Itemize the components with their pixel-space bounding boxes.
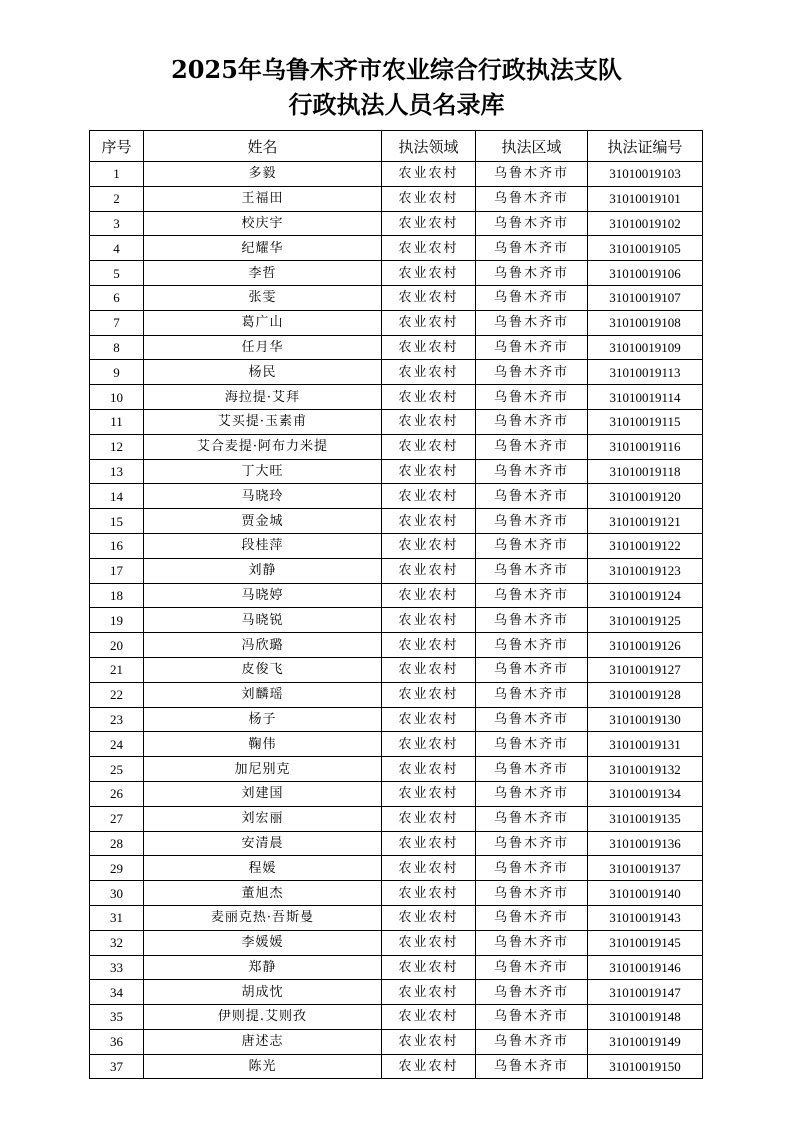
page-subtitle: 行政执法人员名录库 [288,90,505,119]
cell-certificate-number: 31010019102 [588,211,703,236]
cell-enforcement-field: 农业农村 [382,757,476,782]
cell-enforcement-area: 乌鲁木齐市 [476,385,588,410]
cell-enforcement-field: 农业农村 [382,682,476,707]
cell-name: 艾买提·玉素甫 [144,409,382,434]
cell-serial-number: 19 [90,608,144,633]
cell-enforcement-field: 农业农村 [382,1005,476,1030]
cell-certificate-number: 31010019140 [588,881,703,906]
cell-certificate-number: 31010019114 [588,385,703,410]
table-row [90,310,703,335]
cell-name: 唐述志 [144,1029,382,1054]
cell-enforcement-area: 乌鲁木齐市 [476,905,588,930]
cell-certificate-number: 31010019118 [588,459,703,484]
cell-name: 王福田 [144,186,382,211]
cell-enforcement-field: 农业农村 [382,1054,476,1079]
cell-enforcement-field: 农业农村 [382,1029,476,1054]
table-row [90,360,703,385]
cell-enforcement-area: 乌鲁木齐市 [476,757,588,782]
cell-serial-number: 37 [90,1054,144,1079]
cell-enforcement-area: 乌鲁木齐市 [476,732,588,757]
cell-enforcement-field: 农业农村 [382,881,476,906]
cell-name: 陈光 [144,1054,382,1079]
cell-serial-number: 14 [90,484,144,509]
cell-serial-number: 30 [90,881,144,906]
cell-enforcement-area: 乌鲁木齐市 [476,856,588,881]
cell-serial-number: 22 [90,682,144,707]
cell-serial-number: 27 [90,806,144,831]
cell-enforcement-area: 乌鲁木齐市 [476,1005,588,1030]
cell-serial-number: 3 [90,211,144,236]
cell-enforcement-area: 乌鲁木齐市 [476,261,588,286]
table-row [90,285,703,310]
cell-serial-number: 1 [90,162,144,187]
column-header-enforcement-field: 执法领域 [382,131,476,162]
cell-name: 皮俊飞 [144,657,382,682]
page-title: 2025年乌鲁木齐市农业综合行政执法支队 [171,55,622,84]
table-row [90,657,703,682]
cell-certificate-number: 31010019131 [588,732,703,757]
cell-serial-number: 18 [90,583,144,608]
cell-enforcement-field: 农业农村 [382,955,476,980]
cell-certificate-number: 31010019121 [588,509,703,534]
cell-name: 胡成忱 [144,980,382,1005]
cell-enforcement-field: 农业农村 [382,856,476,881]
cell-enforcement-area: 乌鲁木齐市 [476,583,588,608]
cell-certificate-number: 31010019108 [588,310,703,335]
table-header-row [90,131,703,162]
table-row [90,162,703,187]
cell-certificate-number: 31010019136 [588,831,703,856]
table-row [90,856,703,881]
cell-name: 程媛 [144,856,382,881]
cell-name: 鞠伟 [144,732,382,757]
cell-enforcement-field: 农业农村 [382,310,476,335]
cell-name: 纪耀华 [144,236,382,261]
cell-enforcement-area: 乌鲁木齐市 [476,633,588,658]
table-row [90,682,703,707]
cell-name: 段桂萍 [144,533,382,558]
cell-name: 杨子 [144,707,382,732]
cell-enforcement-area: 乌鲁木齐市 [476,682,588,707]
cell-enforcement-area: 乌鲁木齐市 [476,608,588,633]
table-row [90,509,703,534]
cell-enforcement-area: 乌鲁木齐市 [476,558,588,583]
cell-enforcement-field: 农业农村 [382,707,476,732]
cell-serial-number: 31 [90,905,144,930]
column-header-name: 姓名 [144,131,382,162]
cell-enforcement-area: 乌鲁木齐市 [476,409,588,434]
cell-name: 马晓玲 [144,484,382,509]
cell-enforcement-area: 乌鲁木齐市 [476,806,588,831]
cell-enforcement-area: 乌鲁木齐市 [476,831,588,856]
cell-enforcement-field: 农业农村 [382,360,476,385]
cell-enforcement-area: 乌鲁木齐市 [476,459,588,484]
cell-certificate-number: 31010019124 [588,583,703,608]
cell-name: 葛广山 [144,310,382,335]
table-row [90,459,703,484]
cell-enforcement-area: 乌鲁木齐市 [476,509,588,534]
cell-certificate-number: 31010019146 [588,955,703,980]
table-row [90,1054,703,1079]
cell-certificate-number: 31010019105 [588,236,703,261]
cell-enforcement-field: 农业农村 [382,930,476,955]
cell-enforcement-field: 农业农村 [382,385,476,410]
cell-certificate-number: 31010019106 [588,261,703,286]
cell-serial-number: 32 [90,930,144,955]
cell-certificate-number: 31010019126 [588,633,703,658]
cell-certificate-number: 31010019150 [588,1054,703,1079]
cell-name: 任月华 [144,335,382,360]
cell-name: 冯欣璐 [144,633,382,658]
cell-serial-number: 33 [90,955,144,980]
cell-enforcement-field: 农业农村 [382,186,476,211]
cell-enforcement-field: 农业农村 [382,732,476,757]
table-row [90,905,703,930]
cell-certificate-number: 31010019120 [588,484,703,509]
cell-enforcement-area: 乌鲁木齐市 [476,310,588,335]
cell-serial-number: 9 [90,360,144,385]
table-row [90,930,703,955]
cell-enforcement-field: 农业农村 [382,261,476,286]
cell-certificate-number: 31010019147 [588,980,703,1005]
cell-enforcement-area: 乌鲁木齐市 [476,707,588,732]
cell-serial-number: 23 [90,707,144,732]
cell-enforcement-field: 农业农村 [382,434,476,459]
cell-certificate-number: 31010019125 [588,608,703,633]
cell-serial-number: 29 [90,856,144,881]
cell-enforcement-field: 农业农村 [382,781,476,806]
cell-serial-number: 4 [90,236,144,261]
cell-enforcement-area: 乌鲁木齐市 [476,1054,588,1079]
cell-enforcement-area: 乌鲁木齐市 [476,781,588,806]
cell-enforcement-area: 乌鲁木齐市 [476,930,588,955]
cell-certificate-number: 31010019135 [588,806,703,831]
cell-certificate-number: 31010019132 [588,757,703,782]
cell-certificate-number: 31010019149 [588,1029,703,1054]
column-header-enforcement-area: 执法区域 [476,131,588,162]
cell-name: 刘宏丽 [144,806,382,831]
cell-serial-number: 26 [90,781,144,806]
personnel-table [89,130,703,1079]
cell-serial-number: 17 [90,558,144,583]
table-row [90,1005,703,1030]
cell-serial-number: 5 [90,261,144,286]
table-row [90,409,703,434]
cell-name: 海拉提·艾拜 [144,385,382,410]
cell-certificate-number: 31010019103 [588,162,703,187]
cell-serial-number: 7 [90,310,144,335]
cell-enforcement-field: 农业农村 [382,608,476,633]
cell-serial-number: 15 [90,509,144,534]
cell-serial-number: 25 [90,757,144,782]
cell-certificate-number: 31010019107 [588,285,703,310]
cell-enforcement-field: 农业农村 [382,236,476,261]
cell-certificate-number: 31010019123 [588,558,703,583]
cell-name: 李媛媛 [144,930,382,955]
cell-enforcement-field: 农业农村 [382,980,476,1005]
cell-name: 李哲 [144,261,382,286]
cell-name: 校庆宇 [144,211,382,236]
cell-enforcement-field: 农业农村 [382,806,476,831]
cell-enforcement-area: 乌鲁木齐市 [476,1029,588,1054]
cell-enforcement-area: 乌鲁木齐市 [476,980,588,1005]
cell-enforcement-field: 农业农村 [382,211,476,236]
cell-name: 伊则提.艾则孜 [144,1005,382,1030]
table-row [90,211,703,236]
cell-enforcement-area: 乌鲁木齐市 [476,484,588,509]
cell-enforcement-area: 乌鲁木齐市 [476,657,588,682]
table-body [90,162,703,1079]
cell-certificate-number: 31010019122 [588,533,703,558]
cell-enforcement-area: 乌鲁木齐市 [476,881,588,906]
cell-serial-number: 34 [90,980,144,1005]
cell-enforcement-field: 农业农村 [382,558,476,583]
table-row [90,533,703,558]
cell-name: 艾合麦提·阿布力米提 [144,434,382,459]
cell-enforcement-field: 农业农村 [382,335,476,360]
table-row [90,732,703,757]
cell-certificate-number: 31010019113 [588,360,703,385]
table-row [90,633,703,658]
cell-certificate-number: 31010019143 [588,905,703,930]
cell-certificate-number: 31010019134 [588,781,703,806]
cell-certificate-number: 31010019101 [588,186,703,211]
table-row [90,955,703,980]
table-row [90,385,703,410]
cell-serial-number: 13 [90,459,144,484]
cell-serial-number: 16 [90,533,144,558]
cell-name: 马晓婷 [144,583,382,608]
cell-certificate-number: 31010019128 [588,682,703,707]
cell-certificate-number: 31010019116 [588,434,703,459]
cell-serial-number: 35 [90,1005,144,1030]
cell-name: 郑静 [144,955,382,980]
table-row [90,583,703,608]
cell-serial-number: 6 [90,285,144,310]
cell-enforcement-area: 乌鲁木齐市 [476,186,588,211]
cell-enforcement-area: 乌鲁木齐市 [476,434,588,459]
cell-enforcement-field: 农业农村 [382,831,476,856]
cell-name: 董旭杰 [144,881,382,906]
cell-name: 刘麟瑶 [144,682,382,707]
cell-serial-number: 10 [90,385,144,410]
cell-certificate-number: 31010019148 [588,1005,703,1030]
table-row [90,1029,703,1054]
table-row [90,558,703,583]
cell-serial-number: 36 [90,1029,144,1054]
table-row [90,781,703,806]
cell-name: 多毅 [144,162,382,187]
table-row [90,806,703,831]
table-row [90,484,703,509]
cell-serial-number: 12 [90,434,144,459]
cell-name: 杨民 [144,360,382,385]
cell-name: 张雯 [144,285,382,310]
table-row [90,186,703,211]
cell-certificate-number: 31010019127 [588,657,703,682]
column-header-serial-number: 序号 [90,131,144,162]
cell-serial-number: 20 [90,633,144,658]
cell-enforcement-area: 乌鲁木齐市 [476,360,588,385]
cell-enforcement-field: 农业农村 [382,583,476,608]
cell-enforcement-field: 农业农村 [382,633,476,658]
cell-name: 马晓锐 [144,608,382,633]
cell-enforcement-area: 乌鲁木齐市 [476,285,588,310]
table-row [90,236,703,261]
cell-enforcement-field: 农业农村 [382,657,476,682]
table-row [90,608,703,633]
cell-enforcement-field: 农业农村 [382,285,476,310]
cell-enforcement-field: 农业农村 [382,509,476,534]
cell-name: 贾金城 [144,509,382,534]
cell-enforcement-field: 农业农村 [382,162,476,187]
cell-enforcement-field: 农业农村 [382,905,476,930]
cell-certificate-number: 31010019130 [588,707,703,732]
cell-enforcement-area: 乌鲁木齐市 [476,162,588,187]
cell-enforcement-field: 农业农村 [382,484,476,509]
cell-enforcement-field: 农业农村 [382,459,476,484]
cell-enforcement-area: 乌鲁木齐市 [476,335,588,360]
cell-certificate-number: 31010019145 [588,930,703,955]
table-row [90,434,703,459]
table-row [90,335,703,360]
cell-serial-number: 24 [90,732,144,757]
cell-name: 麦丽克热·吾斯曼 [144,905,382,930]
cell-serial-number: 8 [90,335,144,360]
cell-enforcement-area: 乌鲁木齐市 [476,211,588,236]
table-row [90,881,703,906]
cell-enforcement-field: 农业农村 [382,409,476,434]
cell-enforcement-area: 乌鲁木齐市 [476,955,588,980]
table-row [90,757,703,782]
cell-serial-number: 21 [90,657,144,682]
cell-enforcement-area: 乌鲁木齐市 [476,236,588,261]
column-header-certificate-number: 执法证编号 [588,131,703,162]
cell-serial-number: 2 [90,186,144,211]
cell-enforcement-field: 农业农村 [382,533,476,558]
table-row [90,980,703,1005]
cell-name: 刘静 [144,558,382,583]
cell-name: 加尼别克 [144,757,382,782]
cell-name: 丁大旺 [144,459,382,484]
cell-certificate-number: 31010019115 [588,409,703,434]
table-row [90,707,703,732]
cell-certificate-number: 31010019137 [588,856,703,881]
table-row [90,261,703,286]
cell-name: 安清晨 [144,831,382,856]
table-row [90,831,703,856]
cell-certificate-number: 31010019109 [588,335,703,360]
cell-name: 刘建国 [144,781,382,806]
cell-serial-number: 28 [90,831,144,856]
cell-serial-number: 11 [90,409,144,434]
cell-enforcement-area: 乌鲁木齐市 [476,533,588,558]
